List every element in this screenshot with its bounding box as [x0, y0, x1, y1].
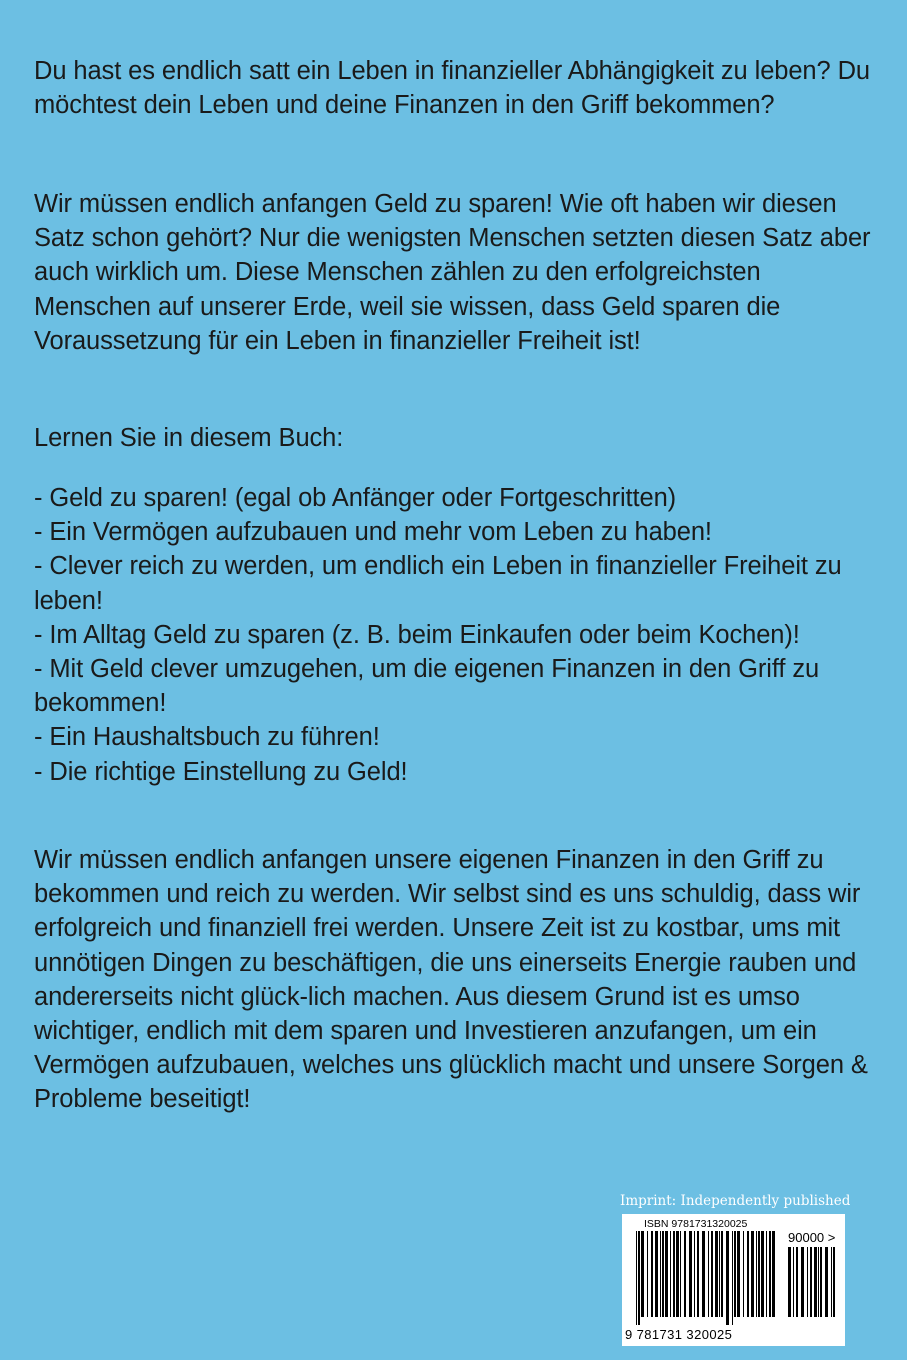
- barcode-bar: [818, 1247, 819, 1317]
- body-paragraph: [34, 187, 874, 358]
- barcode-bar: [665, 1231, 668, 1317]
- barcode-bar: [761, 1231, 764, 1317]
- isbn-barcode: [622, 1214, 845, 1346]
- isbn-label: ISBN 9781731320025: [644, 1218, 748, 1230]
- barcode-bar: [743, 1231, 744, 1317]
- list-item: - Die richtige Einstellung zu Geld!: [34, 757, 408, 786]
- barcode-bar: [807, 1247, 808, 1317]
- intro-text: Du hast es endlich satt ein Leben in finanzieller Abhängigkeit zu leben? Du möchtest dein Leben und deine Finanzen in den Griff bekommen?: [34, 57, 870, 120]
- barcode-bar: [756, 1231, 757, 1317]
- list-item: - Clever reich zu werden, um endlich ein Leben in finanzieller Freiheit zu leben!: [34, 552, 842, 615]
- barcode-bar: [831, 1247, 832, 1317]
- price-code: 90000 >: [788, 1230, 836, 1245]
- barcode-bar: [684, 1231, 686, 1317]
- list-item: - Ein Haushaltsbuch zu führen!: [34, 723, 380, 752]
- barcode-bar: [814, 1247, 817, 1317]
- barcode-bar: [655, 1231, 658, 1317]
- barcode-bar: [751, 1231, 754, 1317]
- barcode-bar: [638, 1231, 640, 1325]
- barcode-bar: [793, 1247, 794, 1317]
- closing-text: Wir müssen endlich anfangen unsere eigenen Finanzen in den Griff zu bekommen und reich zu werden. Wir selbst sind es uns schuldig, dass wir erfolgreich und finanziell frei werden. Unsere Zeit ist zu kostbar, ums mit unnötigen Dingen zu beschäftigen, die uns einerseits Energie rauben und andererseits nicht glück-lich machen. Aus diesem Grund ist es umso wichtiger, endlich mit dem sparen und Investieren anzufangen, um ein Vermögen aufzubauen, welches uns glücklich macht und unsere Sorgen & Probleme beseitigt!: [34, 846, 868, 1114]
- barcode-bar: [747, 1231, 749, 1317]
- barcode-bar: [796, 1247, 798, 1317]
- barcode-bar: [772, 1231, 775, 1317]
- list-item: - Im Alltag Geld zu sparen (z. B. beim Einkaufen oder beim Kochen)!: [34, 620, 800, 649]
- barcode-bar: [708, 1231, 709, 1317]
- barcode-bar: [670, 1231, 671, 1317]
- barcode-bar: [737, 1231, 740, 1317]
- barcode-bar: [769, 1231, 771, 1317]
- barcode-bar: [702, 1231, 705, 1317]
- barcode-bar: [758, 1231, 760, 1317]
- barcode-bar: [636, 1231, 637, 1325]
- list-item: - Geld zu sparen! (egal ob Anfänger oder Fortgeschritten): [34, 484, 677, 512]
- barcode-bar: [694, 1231, 695, 1317]
- barcode-digits: 9 781731 320025: [625, 1327, 733, 1342]
- barcode-bar: [721, 1231, 723, 1317]
- barcode-bar: [788, 1247, 791, 1317]
- barcode-bars: [636, 1231, 778, 1325]
- barcode-bar: [641, 1231, 644, 1317]
- list-item: - Ein Vermögen aufzubauen und mehr vom Leben zu haben!: [34, 518, 712, 547]
- barcode-bar: [825, 1247, 828, 1317]
- imprint-label: Imprint: Independently published: [620, 1193, 851, 1209]
- barcode-bar: [833, 1247, 835, 1317]
- barcode-bar: [766, 1231, 767, 1317]
- body-text: Wir müssen endlich anfangen Geld zu sparen! Wie oft haben wir diesen Satz schon gehört? Nur die wenigsten Menschen setzten diesen Satz aber auch wirklich um. Diese Menschen zählen zu den erfolgreichsten Menschen auf unserer Erde, weil sie wissen, dass Geld sparen die Voraussetzung für ein Leben in finanzieller Freiheit ist!: [34, 190, 871, 355]
- barcode-bar: [647, 1231, 648, 1317]
- barcode-bar: [662, 1231, 664, 1317]
- barcode-bar: [820, 1247, 822, 1317]
- barcode-bar: [689, 1231, 692, 1317]
- barcode-bar: [676, 1231, 679, 1317]
- list-item: - Mit Geld clever umzugehen, um die eigenen Finanzen in den Griff zu bekommen!: [34, 655, 820, 718]
- barcode-bar: [801, 1247, 804, 1317]
- barcode-bar: [726, 1231, 729, 1325]
- barcode-bar: [651, 1231, 653, 1317]
- barcode-bar: [732, 1231, 733, 1325]
- barcode-addon-bars: [788, 1247, 836, 1325]
- intro-paragraph: [34, 54, 874, 122]
- closing-paragraph: [34, 843, 874, 1117]
- barcode-bar: [719, 1231, 720, 1317]
- barcode-bar: [673, 1231, 675, 1317]
- learn-heading-text: Lernen Sie in diesem Buch:: [34, 424, 344, 452]
- barcode-bar: [697, 1231, 699, 1317]
- barcode-bar: [660, 1231, 661, 1317]
- barcode-bar: [810, 1247, 812, 1317]
- learn-heading: [34, 421, 874, 455]
- barcode-bar: [711, 1231, 713, 1317]
- barcode-bar: [715, 1231, 718, 1317]
- barcode-bar: [680, 1231, 681, 1317]
- barcode-bar: [734, 1231, 736, 1317]
- bullet-list: [34, 481, 874, 789]
